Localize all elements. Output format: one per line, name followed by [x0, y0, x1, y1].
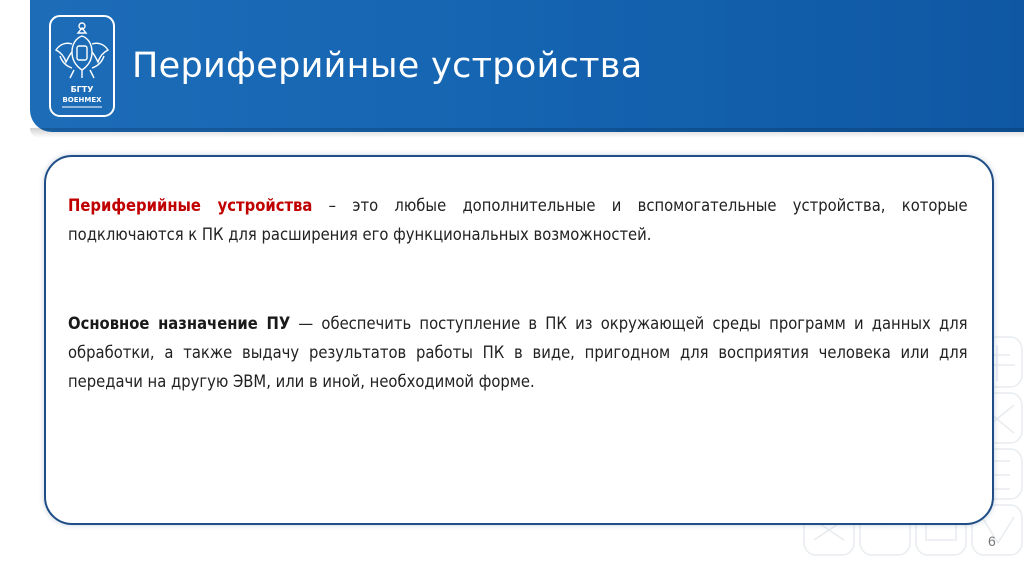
page-number: 6	[988, 533, 996, 549]
definition-term: Периферийные устройства	[68, 196, 313, 216]
page-title: Периферийные устройства	[132, 46, 643, 86]
logo-text-line1: БГТУ	[70, 85, 94, 94]
definition-paragraph	[68, 192, 968, 250]
purpose-paragraph	[68, 310, 968, 397]
purpose-term: Основное назначение ПУ	[68, 314, 291, 334]
header-shadow	[30, 128, 1024, 138]
definition-text: – это любые дополнительные и вспомогательные устройства, которые подключаются к ПК для расширения его функциональных возможностей.	[68, 196, 968, 245]
university-logo	[48, 14, 116, 118]
logo-text-line2: ВОЕНМЕХ	[62, 96, 102, 104]
purpose-text: — обеспечить поступление в ПК из окружающей среды программ и данных для обработки, а также выдачу результатов работы ПК в виде, пригодном для восприятия человека или для передачи на другую ЭВМ, или в иной, необходимой форме.	[68, 314, 968, 392]
